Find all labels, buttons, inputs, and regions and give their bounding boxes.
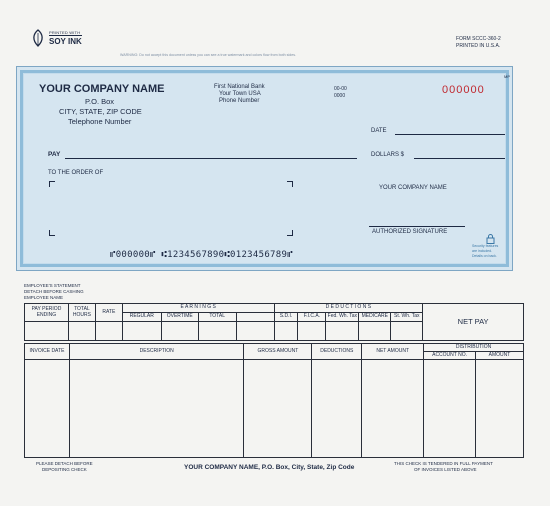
statement-line1: EMPLOYEE'S STATEMENT — [24, 283, 81, 288]
hdr-earnings: E A R N I N G S — [122, 304, 274, 313]
payroll-table — [24, 303, 524, 341]
footer-left1: PLEASE DETACH BEFORE — [36, 461, 93, 466]
cell-blank — [161, 322, 198, 341]
address-corner-br — [287, 230, 293, 236]
hdr-pay-period: PAY PERIOD ENDING — [25, 304, 69, 322]
signature-line — [369, 226, 465, 227]
statement-line2: DETACH BEFORE CASHING — [24, 289, 84, 294]
hdr-description: DESCRIPTION — [69, 344, 244, 360]
company-address2: CITY, STATE, ZIP CODE — [59, 107, 142, 116]
hdr-fica: F.I.C.A. — [298, 313, 326, 322]
cell-blank — [362, 360, 424, 458]
hdr-earnings-total: TOTAL — [198, 313, 236, 322]
soy-ink-logo — [30, 26, 90, 50]
security-line2: are included. — [472, 249, 493, 253]
hdr-account-no: ACCOUNT NO. — [424, 352, 476, 360]
amount-line — [414, 158, 505, 159]
date-label: DATE — [371, 128, 387, 134]
stub-area — [24, 280, 524, 470]
hdr-invoice-deductions: DEDUCTIONS — [312, 344, 362, 360]
address-corner-tl — [49, 181, 55, 187]
hdr-distribution: DISTRIBUTION — [424, 344, 524, 352]
hdr-net-pay: NET PAY — [423, 304, 524, 341]
dollars-label: DOLLARS $ — [371, 152, 405, 158]
hdr-regular: REGULAR — [122, 313, 161, 322]
cell-blank — [391, 322, 423, 341]
pay-line — [65, 158, 357, 159]
cell-blank — [95, 322, 122, 341]
bank-town: Your Town USA — [219, 91, 261, 97]
micr-line: ⑈000000⑈ ⑆1234567890⑆0123456789⑈ — [110, 250, 293, 260]
cell-blank — [198, 322, 236, 341]
cell-blank — [359, 322, 391, 341]
hdr-medicare: MEDICARE — [359, 313, 391, 322]
order-label: TO THE ORDER OF — [48, 170, 104, 176]
footer-right1: THIS CHECK IS TENDERED IN FULL PAYMENT — [394, 461, 493, 466]
statement-line3: EMPLOYEE NAME — [24, 295, 64, 300]
pay-label: PAY — [48, 151, 61, 158]
hdr-fed-wh: Fed. Wh. Tax — [326, 313, 359, 322]
soy-logo-line2: SOY INK — [49, 37, 82, 46]
hdr-sdi: S.D.I. — [274, 313, 298, 322]
cell-blank — [298, 322, 326, 341]
bank-phone: Phone Number — [219, 98, 260, 104]
invoice-table — [24, 343, 524, 458]
address-corner-bl — [49, 230, 55, 236]
cell-blank — [476, 360, 524, 458]
soy-logo-line1: PRINTED WITH — [49, 30, 81, 35]
bank-name: First National Bank — [214, 84, 265, 90]
address-corner-tr — [287, 181, 293, 187]
hdr-gross-amount: GROSS AMOUNT — [244, 344, 312, 360]
cell-blank — [122, 322, 161, 341]
company-phone: Telephone Number — [68, 117, 132, 126]
company-address1: P.O. Box — [85, 97, 115, 106]
warning-text: WARNING: Do not accept this document unless you can see a true watermark and colors flow from both sides. — [120, 53, 297, 57]
fraction-top: 00-00 — [334, 86, 347, 92]
security-line3: Details on back. — [472, 254, 497, 258]
hdr-st-wh: St. Wh. Tax — [391, 313, 423, 322]
soy-leaf-icon — [30, 29, 46, 47]
hdr-total-hours: TOTAL HOURS — [68, 304, 95, 322]
cell-blank — [25, 322, 69, 341]
security-line1: Security features — [472, 244, 499, 248]
hdr-rate: RATE — [95, 304, 122, 322]
company-sig-label: YOUR COMPANY NAME — [379, 185, 447, 191]
form-number: FORM SCCC-360-2 — [456, 36, 501, 42]
lock-icon — [486, 234, 495, 244]
footer-right2: OF INVOICES LISTED ABOVE — [414, 467, 477, 472]
hdr-invoice-date: INVOICE DATE — [25, 344, 70, 360]
hdr-amount: AMOUNT — [476, 352, 524, 360]
cell-blank — [236, 322, 274, 341]
printed-in: PRINTED IN U.S.A. — [456, 43, 501, 49]
date-line — [395, 134, 505, 135]
company-name: YOUR COMPANY NAME — [39, 83, 165, 95]
cell-blank — [424, 360, 476, 458]
cell-blank — [274, 322, 298, 341]
cell-blank — [244, 360, 312, 458]
hdr-deductions: D E D U C T I O N S — [274, 304, 423, 313]
cell-blank — [68, 322, 95, 341]
hdr-earnings-blank — [236, 313, 274, 322]
cell-blank — [69, 360, 244, 458]
footer-left2: DEPOSITING CHECK — [42, 467, 87, 472]
check-body — [16, 66, 513, 271]
check-number: 000000 — [442, 84, 485, 96]
footer-center: YOUR COMPANY NAME, P.O. Box, City, State, Zip Code — [184, 464, 355, 471]
fraction-bottom: 0000 — [334, 93, 346, 99]
cell-blank — [312, 360, 362, 458]
cell-blank — [25, 360, 70, 458]
form-header — [0, 0, 550, 62]
mp-mark: MP — [504, 74, 510, 79]
hdr-overtime: OVERTIME — [161, 313, 198, 322]
authorized-signature-label: AUTHORIZED SIGNATURE — [372, 229, 448, 235]
cell-blank — [326, 322, 359, 341]
hdr-net-amount: NET AMOUNT — [362, 344, 424, 360]
